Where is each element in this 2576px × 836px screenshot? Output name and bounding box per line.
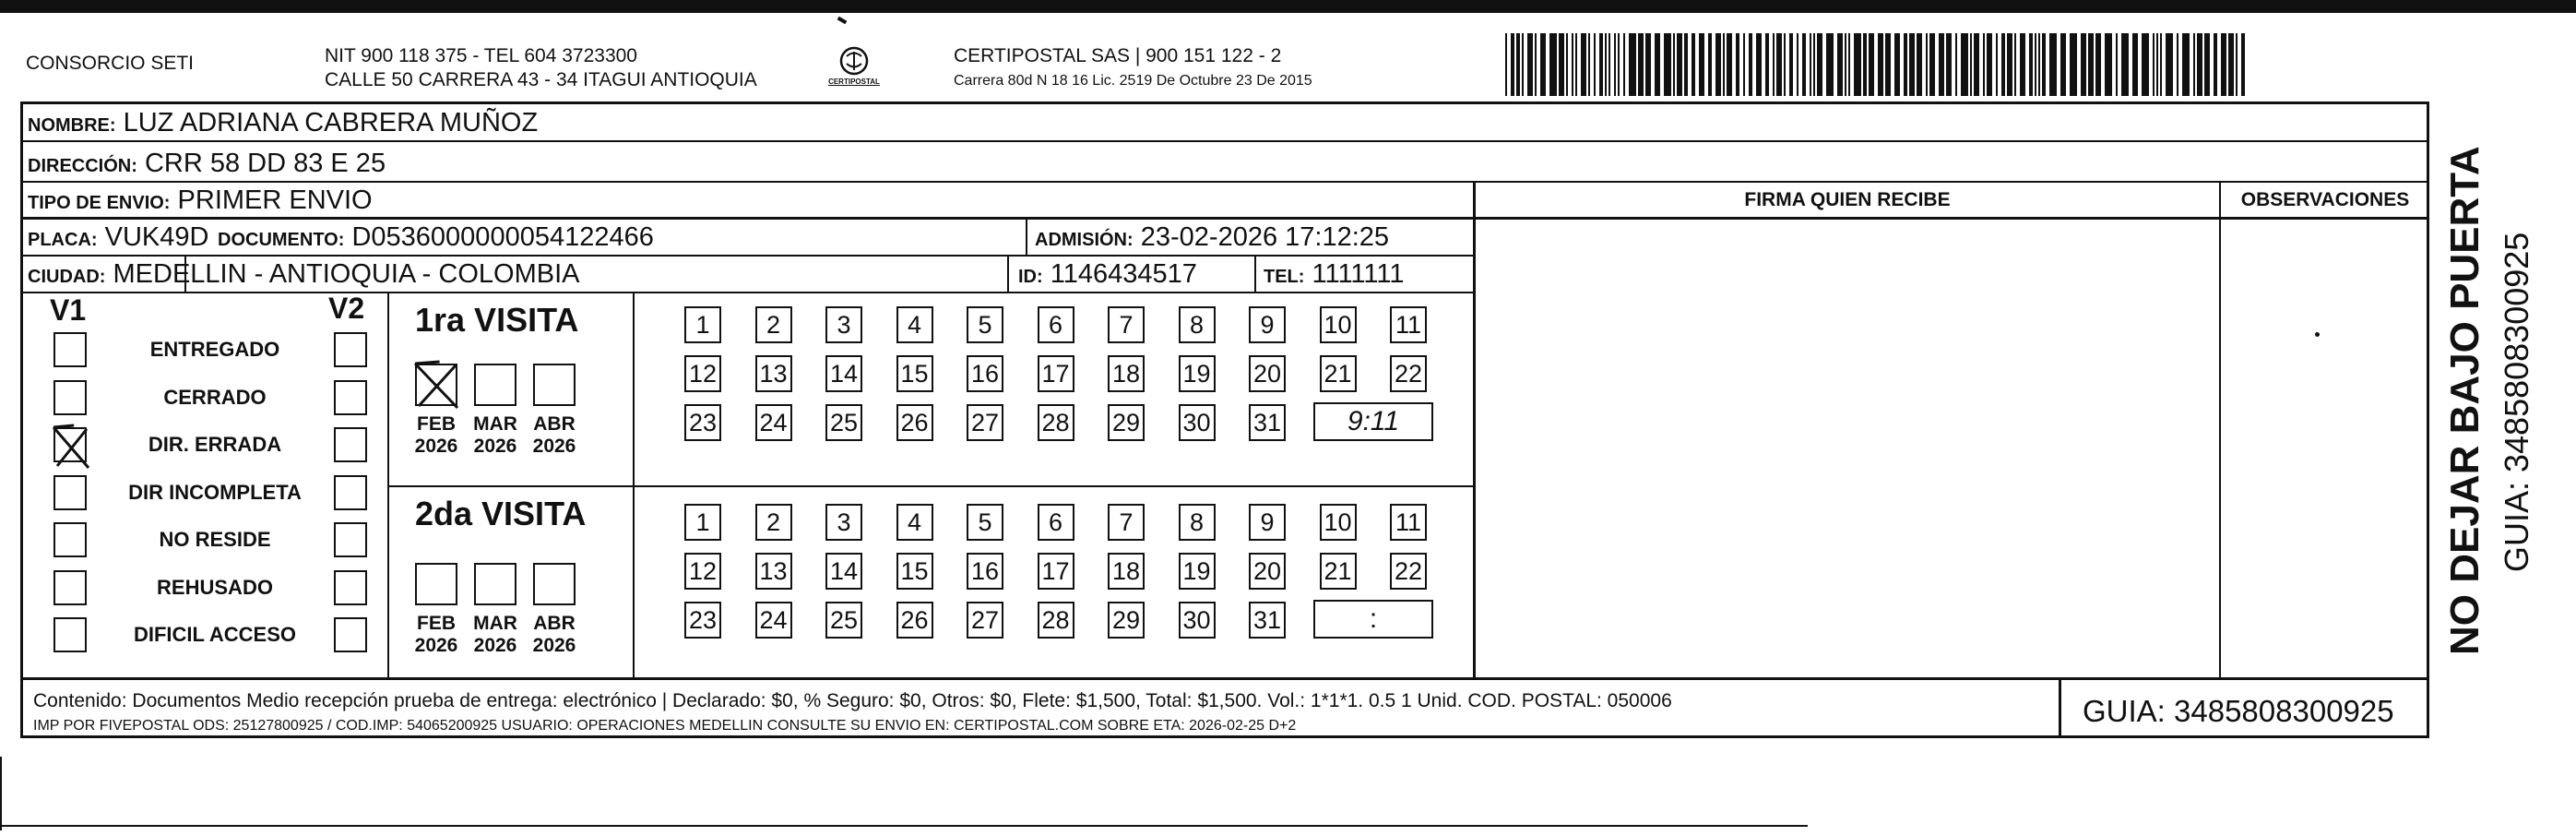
barcode-bar [1605,33,1607,96]
v2-checkbox[interactable] [334,427,367,462]
rule [2059,677,2061,738]
barcode-bar [1535,33,1537,96]
month-label [407,613,466,657]
day-box[interactable]: 29 [1108,404,1145,441]
status-label: CERRADO [163,385,267,409]
barcode-bar [2177,33,2178,96]
day-box[interactable]: 25 [825,602,862,639]
barcode-bar [2042,33,2046,96]
barcode-bar [1638,33,1644,96]
barcode-bar [1756,33,1762,96]
barcode-bar [1789,33,1793,96]
documento-label: DOCUMENTO: [218,230,345,250]
day-box[interactable]: 16 [967,355,1003,392]
first-visit-title: 1ra VISITA [415,301,579,339]
day-box[interactable]: 21 [1320,553,1357,590]
company-line: CERTIPOSTAL SAS | 900 151 122 - 2 [954,45,1282,66]
day-box[interactable]: 11 [1390,306,1427,343]
day-box[interactable]: 18 [1108,355,1145,392]
month-name: FEB [417,413,456,435]
admision-row [1035,221,1389,256]
barcode-bar [2204,33,2210,96]
barcode-bar [1869,33,1874,96]
rule [1007,255,1009,292]
barcode-bar [1765,33,1769,96]
direccion-row [28,148,386,182]
month-name: ABR [533,613,576,634]
barcode-bar [1917,33,1922,96]
direccion-label: DIRECCIÓN: [28,156,137,176]
day-box[interactable]: 9 [1249,504,1286,541]
month-name: MAR [473,613,517,634]
day-box[interactable]: 26 [896,404,933,441]
scan-edge-bottom [0,825,1808,827]
barcode-bar [1946,33,1952,96]
barcode-bar [2197,33,2202,96]
observaciones-header: OBSERVACIONES [2240,189,2410,210]
barcode-bar [1909,33,1915,96]
placa-value: VUK49D [104,222,209,252]
barcode-bar [1736,33,1739,96]
admision-value: 23-02-2026 17:12:25 [1140,222,1390,252]
tel-label: TEL: [1264,267,1305,287]
barcode-bar [1987,33,1992,96]
month-checkbox[interactable] [533,364,576,406]
nombre-label: NOMBRE: [28,115,116,136]
day-box[interactable]: 13 [755,553,792,590]
barcode-bar [1559,33,1564,96]
barcode-bar [1961,33,1968,96]
barcode-bar [1723,33,1725,96]
no-dejar-bajo-puerta: NO DEJAR BAJO PUERTA [2442,146,2487,655]
footer-print-line: IMP POR FIVEPOSTAL ODS: 25127800925 / COD.IMP: 54065200925 USUARIO: OPERACIONES MEDELLIN CONSULTE SU ENVIO EN: CERTIPOSTAL.COM SOBRE ETA: 2026-02-25 D+2 [33,718,1297,734]
month-label [407,413,466,458]
barcode-bar [1885,33,1891,96]
day-box[interactable]: 10 [1320,504,1357,541]
tel-value: 1111111 [1312,259,1405,289]
barcode-bar [2121,33,2129,96]
month-year: 2026 [473,635,517,656]
day-box[interactable]: 6 [1038,306,1074,343]
v1-checkbox[interactable] [53,380,87,415]
barcode-bar [2088,33,2094,96]
tipo-envio-label: TIPO DE ENVIO: [28,193,171,213]
month-year: 2026 [414,635,458,656]
barcode-bar [1974,33,1979,96]
rule [20,677,2429,680]
month-name: FEB [417,613,456,634]
barcode-bar [1817,33,1822,96]
month-name: MAR [473,413,517,435]
day-box[interactable]: 15 [896,553,933,590]
day-box[interactable]: 30 [1179,404,1216,441]
barcode-bar [1522,33,1524,96]
barcode-bar [1664,33,1671,96]
v1-header: V1 [50,293,87,327]
month-checkbox[interactable] [474,364,516,406]
day-box[interactable]: 27 [967,602,1003,639]
barcode-bar [1594,33,1596,96]
barcode-bar [1588,33,1590,96]
day-box[interactable]: 22 [1390,553,1427,590]
day-box[interactable]: 19 [1179,553,1216,590]
status-label: DIR. ERRADA [148,433,282,456]
v2-checkbox[interactable] [334,380,367,415]
barcode-bar [1929,33,1935,96]
ciudad-label: CIUDAD: [28,267,106,287]
barcode-bar [2156,33,2158,96]
barcode-bar [1609,33,1610,96]
day-box[interactable]: 8 [1179,306,1216,343]
day-box[interactable]: 16 [967,553,1003,590]
id-label: ID: [1018,267,1043,287]
day-box[interactable]: 30 [1179,602,1216,639]
top-edge-bar [0,0,2576,13]
side-guia: GUIA: 3485808300925 [2498,232,2535,572]
barcode-bar [1996,33,1998,96]
barcode-bar [2221,33,2226,96]
day-box[interactable]: 2 [755,504,792,541]
id-row [1018,258,1197,293]
day-box[interactable]: 18 [1108,553,1145,590]
day-box[interactable]: 22 [1390,355,1427,392]
day-box[interactable]: 15 [896,355,933,392]
day-box[interactable]: 6 [1038,504,1074,541]
barcode-bar [1566,33,1568,96]
v1-check-mark [52,424,92,470]
month-checkbox[interactable] [533,563,576,605]
day-box[interactable]: 25 [825,404,862,441]
day-box[interactable]: 2 [755,306,792,343]
barcode-bar [1655,33,1660,96]
day-box[interactable]: 11 [1390,504,1427,541]
month-label [466,413,525,458]
day-box[interactable]: 24 [755,404,792,441]
day-box[interactable]: 28 [1038,602,1074,639]
day-box[interactable]: 7 [1108,504,1145,541]
documento-value: D0536000000054122466 [351,222,654,252]
day-box[interactable]: 23 [684,404,721,441]
day-box[interactable]: 20 [1249,355,1286,392]
month-year: 2026 [532,436,576,457]
day-box[interactable]: 29 [1108,602,1145,639]
day-box[interactable]: 12 [684,355,721,392]
barcode-bar [1955,33,1957,96]
barcode-bar [2228,33,2234,96]
barcode-bar [1572,33,1573,96]
status-label: DIFICIL ACCESO [133,623,296,646]
barcode-bar [2241,33,2245,96]
day-box[interactable]: 31 [1249,404,1286,441]
barcode-bar [1773,33,1775,96]
barcode-bar [1540,33,1546,96]
barcode-bar [2160,33,2162,96]
firma-header: FIRMA QUIEN RECIBE [1744,189,1951,210]
day-box[interactable]: 23 [684,602,721,639]
license-line: Carrera 80d N 18 16 Lic. 2519 De Octubre 23 De 2015 [954,73,1312,89]
barcode-bar [1848,33,1850,96]
nit-line: NIT 900 118 375 - TEL 604 3723300 [325,45,637,66]
barcode-bar [2007,33,2012,96]
time-box[interactable]: : [1313,600,1433,639]
barcode-bar [2193,33,2195,96]
day-box[interactable]: 1 [684,306,721,343]
barcode-bar [2116,33,2118,96]
month-label [525,613,584,657]
barcode-bar [1715,33,1721,96]
v1-checkbox[interactable] [53,332,87,367]
rule [387,485,1473,487]
v2-checkbox[interactable] [334,522,367,557]
barcode-bar [2214,33,2217,96]
ciudad-value: MEDELLIN - ANTIOQUIA - COLOMBIA [113,259,580,289]
barcode-bar [1677,33,1682,96]
barcode-bar [2081,33,2086,96]
day-box[interactable]: 24 [755,602,792,639]
barcode-bar [1575,33,1577,96]
day-box[interactable]: 12 [684,553,721,590]
placa-label: PLACA: [28,230,98,250]
rule [633,292,635,677]
day-box[interactable]: 3 [825,306,862,343]
second-visit-title: 2da VISITA [415,495,587,532]
barcode-bar [1581,33,1586,96]
barcode-bar [1673,33,1675,96]
barcode-bar [2142,33,2149,96]
stray-ink-mark [837,17,848,24]
day-box[interactable]: 1 [684,504,721,541]
day-box[interactable]: 21 [1320,355,1357,392]
footer-content-line: Contenido: Documentos Medio recepción prueba de entrega: electrónico | Declarado: $0, % Seguro: $0, Otros: $0, Flete: $1,500, Total: $1,500. Vol.: 1*1*1. 0.5 1 Unid. COD. POSTAL: 050006 [33,690,1672,711]
barcode-bar [1505,33,1507,96]
direccion-value: CRR 58 DD 83 E 25 [144,149,386,178]
ciudad-row [28,258,580,293]
nombre-value: LUZ ADRIANA CABRERA MUÑOZ [123,108,539,137]
barcode-bar [2182,33,2190,96]
barcode-bar [1749,33,1752,96]
rule [387,292,389,677]
month-name: ABR [533,413,576,435]
v2-checkbox[interactable] [334,332,367,367]
barcode-bar [1776,33,1782,96]
day-box[interactable]: 9 [1249,306,1286,343]
barcode-bar [2060,33,2066,96]
v2-header: V2 [328,292,365,325]
barcode-bar [1511,33,1514,96]
day-box[interactable]: 14 [825,355,862,392]
tipo-envio-value: PRIMER ENVIO [177,185,373,215]
month-label [525,413,584,458]
day-box[interactable]: 28 [1038,404,1074,441]
barcode-bar [2070,33,2077,96]
barcode-bar [2014,33,2016,96]
barcode-bar [1527,33,1533,96]
rule [1473,218,2429,220]
month-year: 2026 [473,436,517,457]
barcode-bar [1813,33,1815,96]
day-box[interactable]: 13 [755,355,792,392]
barcode-bar [1863,33,1867,96]
consortium-name: CONSORCIO SETI [26,53,195,74]
day-box[interactable]: 31 [1249,602,1286,639]
day-box[interactable]: 5 [967,504,1003,541]
day-box[interactable]: 17 [1038,553,1074,590]
barcode-bar [1645,33,1651,96]
month-label [466,613,525,657]
barcode-bar [1810,33,1811,96]
rule [1026,218,1027,255]
rule [1473,181,1476,677]
logo-text: CERTIPOSTAL [828,78,880,86]
day-box[interactable]: 4 [896,504,933,541]
day-box[interactable]: 3 [825,504,862,541]
barcode-bar [1684,33,1688,96]
certipostal-logo [828,44,880,94]
v1-checkbox[interactable] [53,475,87,510]
barcode-bar [1970,33,1972,96]
barcode-bar [1614,33,1616,96]
barcode-bar [1926,33,1928,96]
v1-checkbox[interactable] [53,522,87,557]
month-checkbox[interactable] [415,563,457,605]
barcode-bar [1727,33,1732,96]
month-checkbox[interactable] [415,364,457,406]
tipo-envio-row [28,185,373,219]
day-box[interactable]: 20 [1249,553,1286,590]
barcode-bar [1623,33,1625,96]
barcode-bar [2105,33,2112,96]
barcode-bar [1894,33,1900,96]
barcode-bar [1854,33,1861,96]
footer-guia: GUIA: 3485808300925 [2083,694,2394,728]
nombre-row [28,107,538,141]
barcode-bar [1845,33,1846,96]
barcode-bar [1708,33,1712,96]
barcode-bar [1904,33,1907,96]
barcode-bar [1599,33,1603,96]
month-year: 2026 [532,635,576,656]
day-box[interactable]: 10 [1320,306,1357,343]
barcode-bar [1802,33,1806,96]
status-label: REHUSADO [157,575,273,599]
barcode-bar [2049,33,2057,96]
day-box[interactable]: 5 [967,306,1003,343]
day-box[interactable]: 17 [1038,355,1074,392]
placa-row [28,221,208,256]
barcode-bar [2095,33,2101,96]
month-check-mark [413,360,461,410]
v2-checkbox[interactable] [334,570,367,605]
barcode-bar [1618,33,1620,96]
barcode-bar [1784,33,1786,96]
rule [1254,255,1256,292]
barcode-bar [1939,33,1944,96]
month-checkbox[interactable] [474,563,516,605]
day-box[interactable]: 14 [825,553,862,590]
v2-checkbox[interactable] [334,475,367,510]
barcode-bar [1797,33,1798,96]
tracking-barcode [1505,33,2249,96]
admision-label: ADMISIÓN: [1035,230,1134,250]
rule [2219,181,2221,677]
day-box[interactable]: 7 [1108,306,1145,343]
day-box[interactable]: 26 [896,602,933,639]
barcode-bar [1878,33,1883,96]
barcode-bar [2132,33,2138,96]
documento-row [218,221,654,256]
day-box[interactable]: 4 [896,306,933,343]
barcode-bar [2029,33,2033,96]
barcode-bar [2038,33,2040,96]
tel-row [1264,258,1405,293]
company-address: CALLE 50 CARRERA 43 - 34 ITAGUI ANTIOQUIA [325,69,757,90]
barcode-bar [2153,33,2155,96]
barcode-bar [2001,33,2005,96]
barcode-bar [1826,33,1834,96]
status-label: DIR INCOMPLETA [128,480,302,504]
barcode-bar [2020,33,2025,96]
barcode-bar [2236,33,2238,96]
day-box[interactable]: 27 [967,404,1003,441]
barcode-bar [2035,33,2036,96]
status-label: ENTREGADO [149,338,280,361]
barcode-bar [1549,33,1557,96]
barcode-bar [1692,33,1695,96]
v1-checkbox[interactable] [53,617,87,652]
time-box[interactable]: 9:11 [1313,402,1433,441]
id-value: 1146434517 [1050,259,1197,289]
barcode-bar [1983,33,1985,96]
scan-edge-left [0,757,2,830]
barcode-bar [1743,33,1745,96]
v1-checkbox[interactable] [53,570,87,605]
v2-checkbox[interactable] [334,617,367,652]
month-year: 2026 [414,436,458,457]
barcode-bar [2166,33,2173,96]
barcode-bar [1629,33,1636,96]
barcode-bar [1516,33,1520,96]
barcode-bar [1699,33,1704,96]
day-box[interactable]: 19 [1179,355,1216,392]
v1-checkbox[interactable] [53,427,87,462]
stray-ink-dot [2315,332,2320,337]
status-label: NO RESIDE [159,528,271,551]
day-box[interactable]: 8 [1179,504,1216,541]
barcode-bar [1837,33,1843,96]
